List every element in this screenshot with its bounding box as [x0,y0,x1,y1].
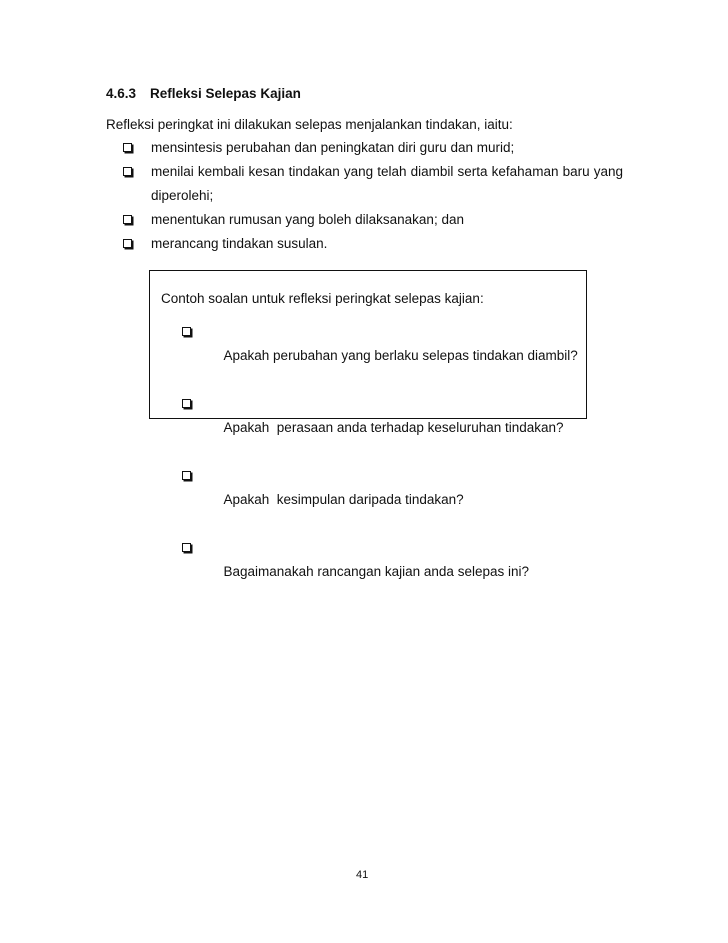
example-question-list [182,320,578,608]
intro-paragraph: Refleksi peringkat ini dilakukan selepas menjalankan tindakan, iaitu: [106,117,513,132]
list-item: menentukan rumusan yang boleh dilaksanakan; dan [123,208,623,232]
checkbox-bullet-icon [123,215,132,224]
list-item: Apakah perubahan yang berlaku selepas tindakan diambil? [182,320,578,392]
page-number: 41 [356,869,369,881]
list-item: Bagaimanakah rancangan kajian anda selepas ini? [182,536,578,608]
example-questions-box [149,270,587,579]
list-item: merancang tindakan susulan. [123,232,623,256]
list-item: Apakah kesimpulan daripada tindakan? [182,464,578,536]
checkbox-bullet-icon [182,471,191,480]
section-title: Refleksi Selepas Kajian [150,86,301,101]
checkbox-bullet-icon [182,327,191,336]
checkbox-bullet-icon [123,167,132,176]
list-item: menilai kembali kesan tindakan yang telah diambil serta kefahaman baru yang diperolehi; [123,160,623,208]
section-heading [106,86,301,101]
checkbox-bullet-icon [123,239,132,248]
list-item: Apakah perasaan anda terhadap keseluruhan tindakan? [182,392,578,464]
list-item: mensintesis perubahan dan peningkatan diri guru dan murid; [123,136,623,160]
reflection-bullet-list [123,136,623,256]
checkbox-bullet-icon [123,143,132,152]
checkbox-bullet-icon [182,543,191,552]
section-number: 4.6.3 [106,86,137,101]
checkbox-bullet-icon [182,399,191,408]
example-box-title: Contoh soalan untuk refleksi peringkat selepas kajian: [161,291,484,306]
